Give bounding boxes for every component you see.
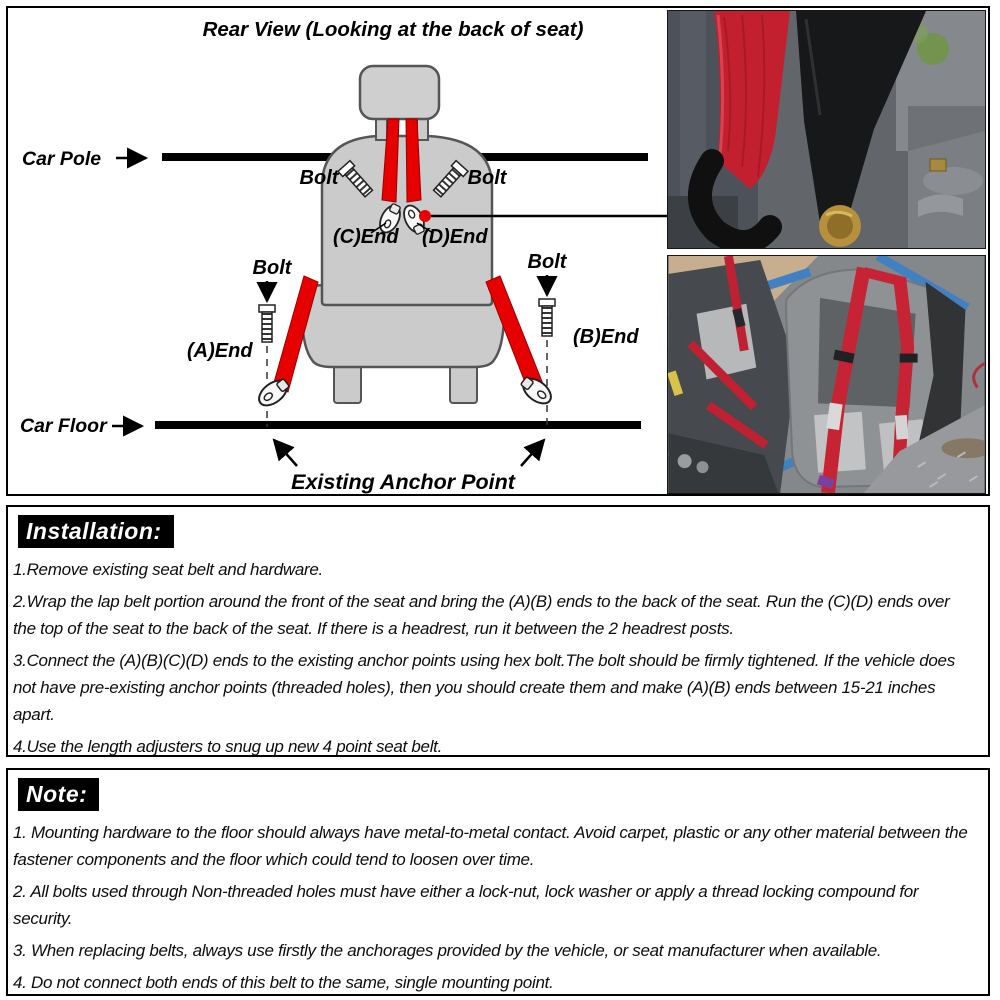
installation-step: 3.Connect the (A)(B)(C)(D) ends to the existing anchor points using hex bolt.The bolt should be firmly tightened. If the vehicle does not have pre-existing anchor points (threaded holes), then you should create them and make (A)(B) ends between 15-21 inches apart. [13,651,955,724]
photo-harness-closeup-art [668,11,985,248]
rear-view-panel [6,6,990,496]
car-pole-label: Car Pole [22,148,102,170]
installation-step: 4.Use the length adjusters to snug up new 4 point seat belt. [13,737,443,756]
anchor-point-arrow [274,440,297,466]
b-end-label: (B)End [573,326,639,348]
bolt-label: Bolt [527,251,567,273]
seat-rear-view-diagram [8,8,668,494]
callout-dot [419,210,431,222]
diagram-title: Rear View (Looking at the back of seat) [202,18,584,41]
installation-step: 1.Remove existing seat belt and hardware. [13,560,323,579]
bolt-label: Bolt [467,167,507,189]
installation-heading: Installation: [18,515,174,548]
note-item: 1. Mounting hardware to the floor should always have metal-to-metal contact. Avoid carpet, plastic or any other material between the fastener components and the floor which could tend to loosen over time. [13,823,968,869]
headrest [360,66,439,119]
a-end-label: (A)End [187,340,253,362]
photo-installed-harnesses-art [668,256,985,493]
car-floor-label: Car Floor [20,415,107,437]
note-heading: Note: [18,778,99,811]
bolt-label: Bolt [299,167,339,189]
hex-bolt-icon [259,305,275,342]
bolt-label: Bolt [252,257,292,279]
note-item: 3. When replacing belts, always use firstly the anchorages provided by the vehicle, or seat manufacturer when available. [13,941,882,960]
installation-section [6,505,990,757]
installation-steps [8,554,988,760]
c-end-label: (C)End [333,226,399,248]
anchor-point-arrow [521,440,544,466]
note-item: 2. All bolts used through Non-threaded holes must have either a lock-nut, lock washer or apply a thread locking compound for security. [13,882,919,928]
note-item: 4. Do not connect both ends of this belt to the same, single mounting point. [13,973,554,992]
car-floor-line [155,421,641,429]
note-items [8,817,988,996]
photo-installed-harnesses [667,255,986,494]
photo-harness-closeup [667,10,986,249]
note-section [6,768,990,996]
hex-bolt-icon [539,299,555,336]
d-end-label: (D)End [422,226,488,248]
existing-anchor-point-label: Existing Anchor Point [291,470,515,494]
installation-step: 2.Wrap the lap belt portion around the front of the seat and bring the (A)(B) ends to the back of the seat. Run the (C)(D) ends over the top of the seat to the back of the seat. If there is a headrest, run it between the 2 headrest posts. [13,592,950,638]
